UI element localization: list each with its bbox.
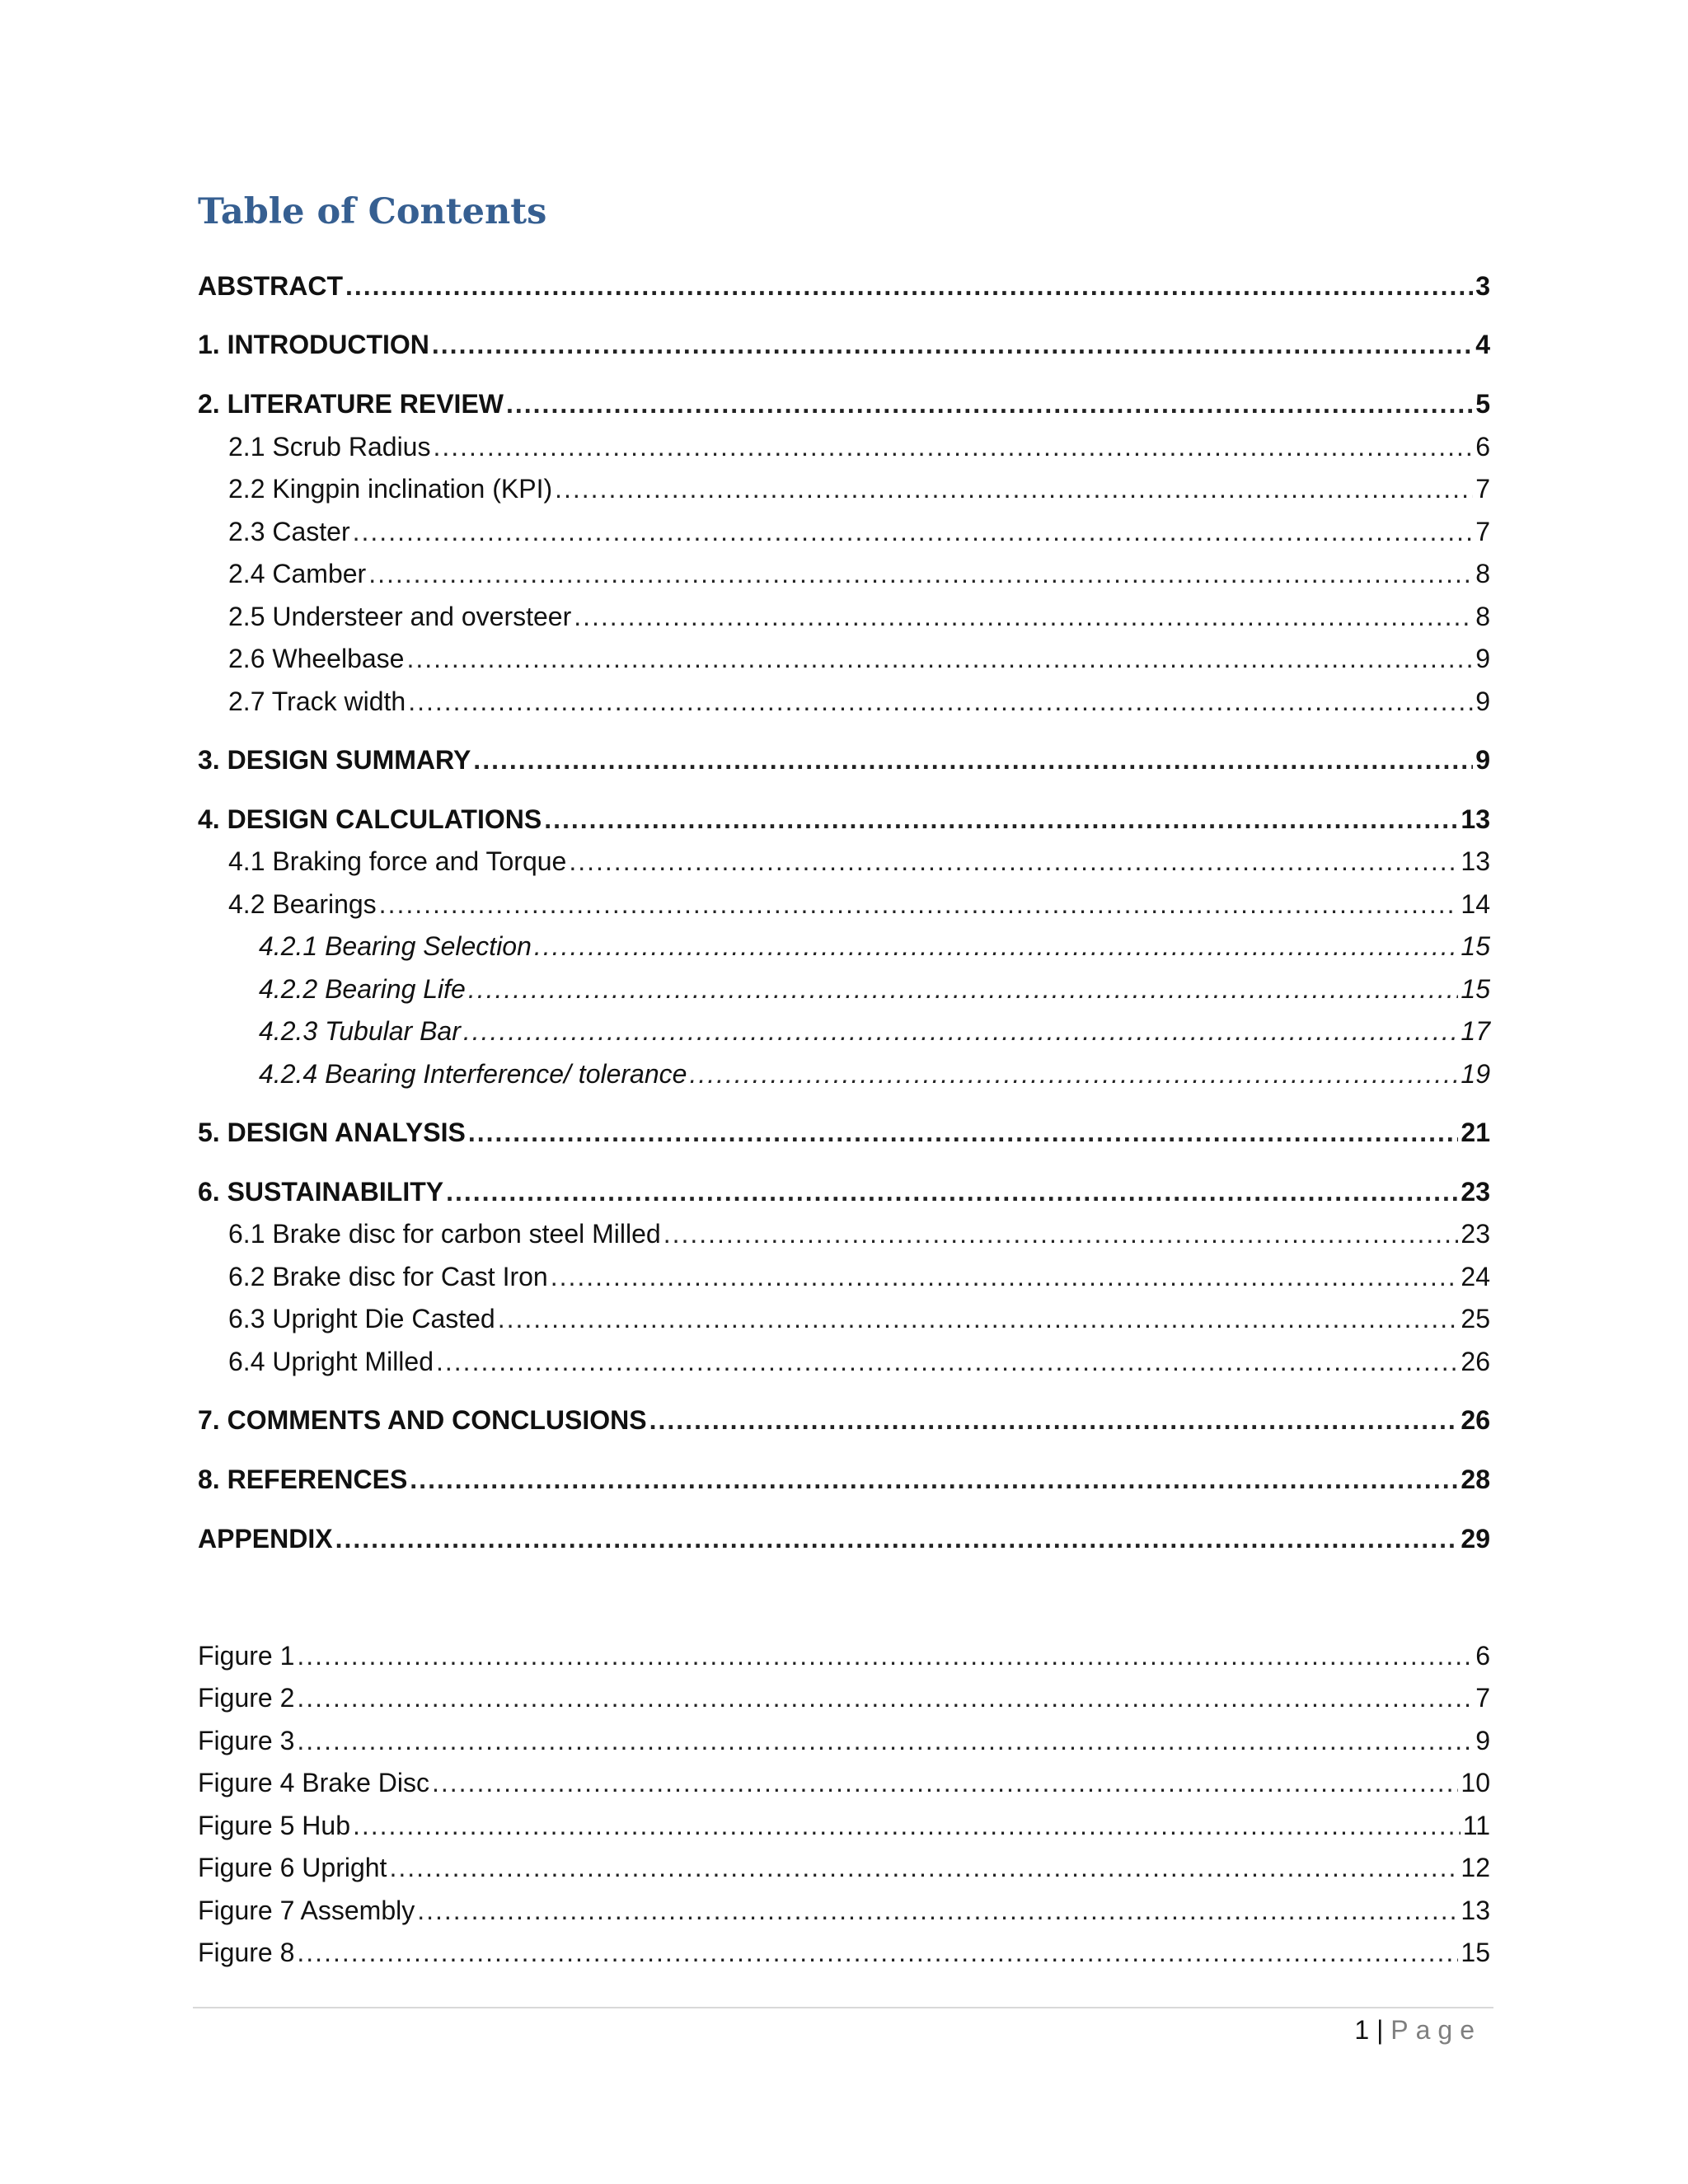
toc-entry-design-summary[interactable]: 3. DESIGN SUMMARY ..... 9: [198, 741, 1490, 779]
toc-entry-abstract[interactable]: ABSTRACT ..... 3: [198, 267, 1490, 305]
toc-entry-caster[interactable]: 2.3 Caster ..... 7: [198, 513, 1490, 551]
figure-entry[interactable]: Figure 1 ..... 6: [198, 1637, 1490, 1675]
toc-entry-scrub-radius[interactable]: 2.1 Scrub Radius ..... 6: [198, 428, 1490, 466]
toc-entry-brake-disc-cast-iron[interactable]: 6.2 Brake disc for Cast Iron ..... 24: [198, 1258, 1490, 1296]
figure-entry[interactable]: Figure 8 ..... 15: [198, 1933, 1490, 1971]
toc-entry-track-width[interactable]: 2.7 Track width ..... 9: [198, 682, 1490, 720]
toc-entry-references[interactable]: 8. REFERENCES ..... 28: [198, 1460, 1490, 1498]
figure-entry[interactable]: Figure 4 Brake Disc ..... 10: [198, 1764, 1490, 1802]
toc-entry-design-analysis[interactable]: 5. DESIGN ANALYSIS ..... 21: [198, 1113, 1490, 1151]
page-label: Page: [1390, 2015, 1482, 2045]
page-number: 1: [1354, 2015, 1370, 2045]
toc-entry-bearing-life[interactable]: 4.2.2 Bearing Life ..... 15: [198, 970, 1490, 1008]
toc-entry-bearing-selection[interactable]: 4.2.1 Bearing Selection ..... 15: [198, 927, 1490, 965]
toc-entry-literature-review[interactable]: 2. LITERATURE REVIEW ..... 5: [198, 385, 1490, 423]
toc-entry-upright-milled[interactable]: 6.4 Upright Milled ..... 26: [198, 1343, 1490, 1380]
footer-separator: |: [1376, 2015, 1384, 2045]
toc-entry-brake-disc-carbon-steel[interactable]: 6.1 Brake disc for carbon steel Milled ..... 23: [198, 1215, 1490, 1253]
toc-entry-comments-conclusions[interactable]: 7. COMMENTS AND CONCLUSIONS ..... 26: [198, 1401, 1490, 1439]
toc-entry-understeer-oversteer[interactable]: 2.5 Understeer and oversteer ..... 8: [198, 598, 1490, 635]
figure-entry[interactable]: Figure 5 Hub ..... 11: [198, 1807, 1490, 1844]
toc-entry-wheelbase[interactable]: 2.6 Wheelbase ..... 9: [198, 640, 1490, 677]
toc-entry-camber[interactable]: 2.4 Camber ..... 8: [198, 555, 1490, 593]
toc-entry-appendix[interactable]: APPENDIX ..... 29: [198, 1520, 1490, 1558]
toc-entry-kingpin-inclination[interactable]: 2.2 Kingpin inclination (KPI) ..... 7: [198, 470, 1490, 508]
toc-entry-design-calculations[interactable]: 4. DESIGN CALCULATIONS ..... 13: [198, 800, 1490, 838]
toc-entry-sustainability[interactable]: 6. SUSTAINABILITY ..... 23: [198, 1173, 1490, 1211]
footer-divider: [193, 2007, 1493, 2008]
page-footer: [1354, 2011, 1482, 2049]
figure-entry[interactable]: Figure 6 Upright ..... 12: [198, 1849, 1490, 1886]
toc-entry-upright-die-casted[interactable]: 6.3 Upright Die Casted ..... 25: [198, 1300, 1490, 1338]
toc-entry-tubular-bar[interactable]: 4.2.3 Tubular Bar ..... 17: [198, 1012, 1490, 1050]
page-title: Table of Contents: [198, 191, 547, 232]
toc-entry-introduction[interactable]: 1. INTRODUCTION ..... 4: [198, 326, 1490, 363]
figure-entry[interactable]: Figure 7 Assembly ..... 13: [198, 1891, 1490, 1929]
figure-entry[interactable]: Figure 3 ..... 9: [198, 1722, 1490, 1760]
toc-entry-bearings[interactable]: 4.2 Bearings ..... 14: [198, 885, 1490, 923]
toc-entry-bearing-interference[interactable]: 4.2.4 Bearing Interference/ tolerance ..... 19: [198, 1055, 1490, 1093]
toc-entry-braking-force[interactable]: 4.1 Braking force and Torque ..... 13: [198, 842, 1490, 880]
figure-entry[interactable]: Figure 2 ..... 7: [198, 1679, 1490, 1717]
